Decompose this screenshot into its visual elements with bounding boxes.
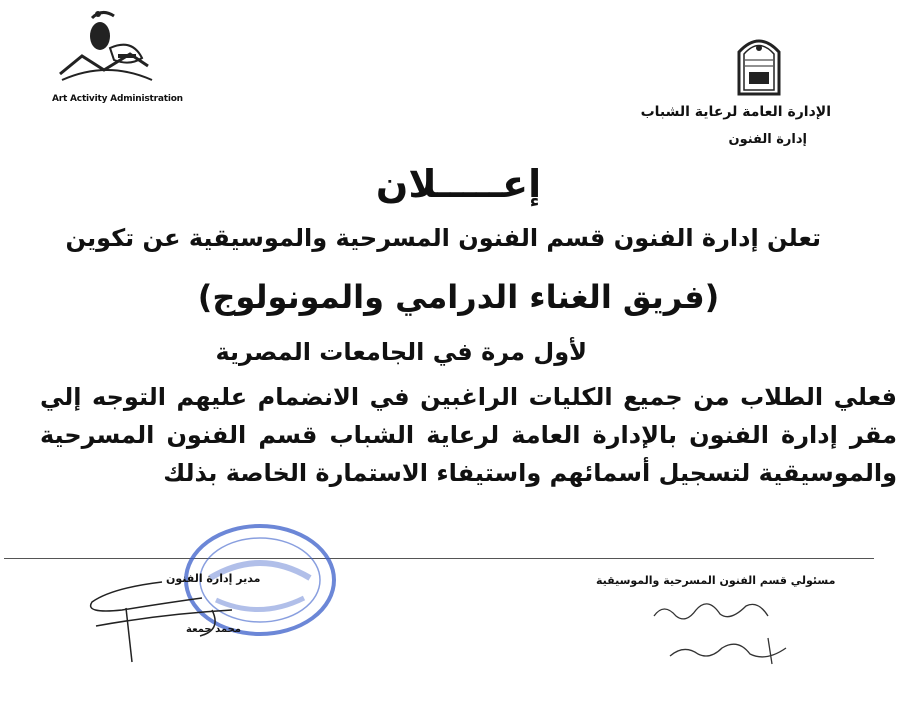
header-org-name: الإدارة العامة لرعاية الشباب bbox=[640, 104, 831, 120]
announcement-line-3: لأول مرة في الجامعات المصرية bbox=[215, 338, 587, 366]
announcement-title: إعـــــلان bbox=[375, 162, 542, 206]
announcement-line-1: تعلن إدارة الفنون قسم الفنون المسرحية والموسيقية عن تكوين bbox=[65, 224, 821, 252]
left-signatory-title: مدير إدارة الفنون bbox=[166, 572, 261, 585]
right-signatory-title: مسئولي قسم الفنون المسرحية والموسيقية bbox=[596, 574, 836, 587]
left-signature bbox=[82, 570, 262, 680]
announcement-body: فعلي الطلاب من جميع الكليات الراغبين في الانضمام عليهم التوجه إلي مقر إدارة الفنون بالإدارة العامة لرعاية الشباب قسم الفنون المسرحية والموسيقية لتسجيل أسمائهم واستيفاء الاستمارة الخاصة بذلك bbox=[40, 383, 897, 487]
left-signatory-name: محمد جمعة bbox=[186, 624, 241, 635]
header-department: إدارة الفنون bbox=[728, 132, 807, 147]
university-emblem bbox=[735, 30, 783, 96]
art-activity-logo bbox=[52, 8, 162, 88]
team-name: (فريق الغناء الدرامي والمونولوج) bbox=[197, 278, 720, 316]
logo-caption: Art Activity Administration bbox=[52, 94, 183, 104]
right-signatures bbox=[650, 586, 810, 676]
footer-divider bbox=[4, 558, 874, 559]
